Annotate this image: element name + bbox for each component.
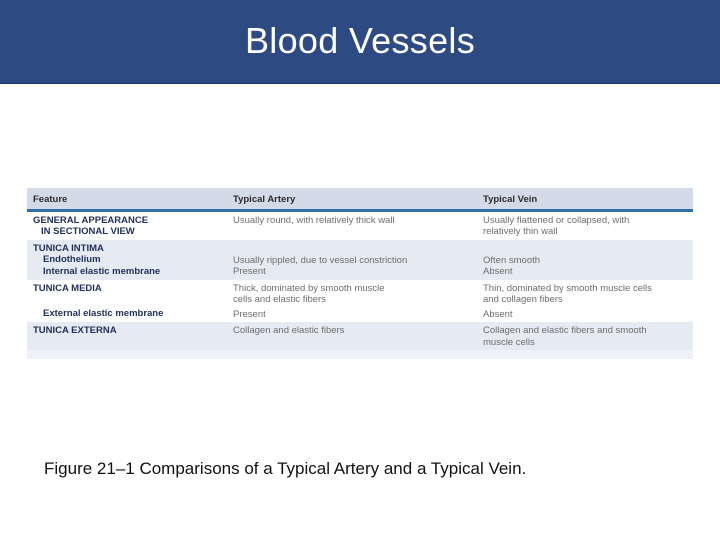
table-header-row [27, 188, 693, 210]
table-row-tunica-media [27, 280, 693, 323]
artery-text: Present [233, 308, 266, 320]
table-row-tunica-intima [27, 240, 693, 280]
comparison-table [27, 188, 693, 350]
vein-text: muscle cells [483, 336, 535, 348]
comparison-table-container [27, 188, 693, 359]
feature-cell [27, 280, 227, 323]
vein-text: relatively thin wall [483, 226, 558, 237]
vein-text: Thin, dominated by smooth muscle cells [483, 282, 652, 294]
vein-text: and collagen fibers [483, 294, 563, 305]
header-typical-vein: Typical Vein [477, 188, 693, 210]
artery-text: Usually round, with relatively thick wall [233, 214, 395, 226]
feature-sublabel: Internal elastic membrane [43, 265, 161, 277]
figure-caption: Figure 21–1 Comparisons of a Typical Artery and a Typical Vein. [44, 459, 527, 478]
header-typical-artery: Typical Artery [227, 188, 477, 210]
feature-cell [27, 322, 227, 350]
feature-cell [27, 210, 227, 240]
artery-cell [227, 210, 477, 240]
vein-text: Often smooth [483, 254, 541, 266]
feature-label: GENERAL APPEARANCE [33, 214, 149, 226]
artery-cell [227, 240, 477, 280]
artery-text: Collagen and elastic fibers [233, 325, 345, 336]
title-bar [0, 0, 720, 84]
artery-text: Usually rippled, due to vessel constriction [233, 254, 408, 266]
table-row-tunica-externa [27, 322, 693, 350]
feature-label: IN SECTIONAL VIEW [41, 226, 135, 237]
feature-label: TUNICA MEDIA [33, 282, 102, 294]
feature-cell [27, 240, 227, 280]
artery-text: Present [233, 266, 266, 277]
slide-title: Blood Vessels [244, 19, 476, 61]
vein-text: Absent [483, 266, 513, 277]
vein-cell [477, 240, 693, 280]
vein-text: Collagen and elastic fibers and smooth [483, 325, 647, 336]
vein-cell [477, 322, 693, 350]
artery-cell [227, 280, 477, 323]
vein-text: Usually flattened or collapsed, with [483, 214, 630, 226]
vein-cell [477, 280, 693, 323]
feature-sublabel: External elastic membrane [43, 308, 164, 319]
artery-text: cells and elastic fibers [233, 294, 326, 305]
feature-sublabel: Endothelium [43, 254, 101, 265]
table-row-general-appearance [27, 210, 693, 240]
vein-text: Absent [483, 308, 513, 320]
vein-cell [477, 210, 693, 240]
artery-text: Thick, dominated by smooth muscle [233, 282, 385, 294]
artery-cell [227, 322, 477, 350]
header-feature: Feature [27, 188, 227, 210]
feature-label: TUNICA INTIMA [33, 242, 104, 254]
feature-label: TUNICA EXTERNA [33, 325, 117, 336]
